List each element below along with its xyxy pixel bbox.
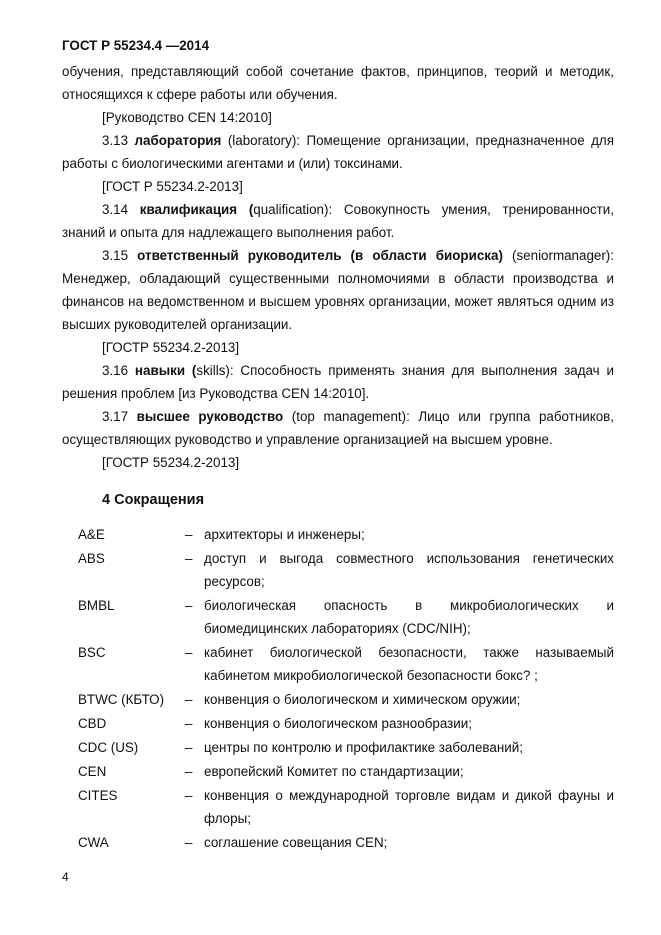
page-number: 4	[62, 870, 69, 884]
abbreviation-dash: –	[185, 740, 193, 755]
definition-3-13	[62, 129, 614, 175]
abbreviation-dash: –	[185, 645, 193, 660]
section-title: 4 Сокращения	[102, 492, 205, 508]
abbreviation-row	[78, 641, 614, 687]
document-header: ГОСТ Р 55234.4 —2014	[62, 38, 210, 53]
abbreviation-key: CEN	[78, 764, 107, 779]
definition-term: квалификация (	[139, 202, 254, 217]
abbreviation-key: BTWC (КБТО)	[78, 692, 165, 707]
abbreviation-definition: соглашение совещания CEN;	[204, 835, 388, 850]
definition-term: навыки (	[134, 363, 197, 378]
abbreviation-row	[78, 831, 614, 854]
document-body	[62, 60, 614, 855]
definition-number: 3.16	[102, 363, 129, 378]
definition-term: высшее руководство	[136, 409, 284, 424]
abbreviation-row	[78, 594, 614, 640]
definition-3-15-reference: [ГОСТР 55234.2-2013]	[102, 340, 240, 355]
intro-continuation: обучения, представляющий собой сочетание фактов, принципов, теорий и методик, относящихся к сфере работы или обучения.	[62, 64, 614, 102]
abbreviation-key: BSC	[78, 645, 106, 660]
abbreviation-definition: европейский Комитет по стандартизации;	[204, 764, 464, 779]
abbreviation-definition: кабинет биологической безопасности, также называемый кабинетом микробиологической безопасности бокс? ;	[204, 645, 614, 683]
abbreviation-definition: конвенция о биологическом и химическом оружии;	[204, 692, 521, 707]
abbreviation-row	[78, 760, 614, 783]
definition-text: qualification): Совокупность умения, тренированности, знаний и опыта для надлежащего выполнения работ.	[62, 202, 614, 240]
abbreviation-definition: архитекторы и инженеры;	[204, 527, 365, 542]
definition-number: 3.13	[102, 133, 129, 148]
abbreviation-definition: конвенция о биологическом разнообразии;	[204, 716, 472, 731]
abbreviation-key: CDC (US)	[78, 740, 139, 755]
abbreviation-row	[78, 688, 614, 711]
abbreviation-definition: доступ и выгода совместного использования генетических ресурсов;	[204, 551, 614, 589]
abbreviation-key: CWA	[78, 835, 109, 850]
definition-number: 3.14	[102, 202, 129, 217]
abbreviation-key: CBD	[78, 716, 107, 731]
abbreviation-dash: –	[185, 551, 193, 566]
definition-text: (top management): Лицо или группа работников, осуществляющих руководство и управление организацией на высшем уровне.	[62, 409, 614, 447]
abbreviation-dash: –	[185, 598, 193, 613]
definition-term: лаборатория	[134, 133, 222, 148]
abbreviation-row	[78, 784, 614, 830]
abbreviation-dash: –	[185, 716, 193, 731]
definition-number: 3.15	[102, 248, 129, 263]
abbreviation-dash: –	[185, 788, 193, 803]
definition-3-16	[62, 359, 614, 405]
intro-reference: [Руководство CEN 14:2010]	[102, 110, 272, 125]
definition-number: 3.17	[102, 409, 129, 424]
definition-3-13-reference: [ГОСТ Р 55234.2-2013]	[102, 179, 243, 194]
definition-3-15	[62, 244, 614, 336]
abbreviation-dash: –	[185, 692, 193, 707]
definition-3-14	[62, 198, 614, 244]
abbreviation-key: BMBL	[78, 598, 115, 613]
abbreviation-row	[78, 736, 614, 759]
abbreviation-definition: биологическая опасность в микробиологических и биомедицинских лабораториях (CDC/NIH);	[204, 598, 614, 636]
definition-text: (laboratory): Помещение организации, предназначенное для работы с биологическими агентами и (или) токсинами.	[62, 133, 614, 171]
abbreviation-definition: центры по контролю и профилактике заболеваний;	[204, 740, 523, 755]
definition-term: ответственный руководитель (в области биориска)	[137, 248, 503, 263]
definition-text: skills): Способность применять знания для выполнения задач и решения проблем [из Руководства CEN 14:2010].	[62, 363, 614, 401]
abbreviation-key: A&E	[78, 527, 105, 542]
abbreviation-key: ABS	[78, 551, 105, 566]
abbreviation-dash: –	[185, 835, 193, 850]
definition-text: (seniormanager): Менеджер, обладающий существенными полномочиями в области производства и финансов на ведомственном и высшем уровнях организации, может являться одним из высших руководителей организации.	[62, 248, 614, 332]
abbreviation-row	[78, 712, 614, 735]
abbreviation-dash: –	[185, 764, 193, 779]
abbreviation-row	[78, 547, 614, 593]
abbreviation-dash: –	[185, 527, 193, 542]
abbreviation-row	[78, 523, 614, 546]
abbreviation-key: CITES	[78, 788, 118, 803]
abbreviation-definition: конвенция о международной торговле видам и дикой фауны и флоры;	[204, 788, 614, 826]
abbreviation-list	[78, 523, 614, 854]
definition-3-17-reference: [ГОСТР 55234.2-2013]	[102, 455, 240, 470]
definition-3-17	[62, 405, 614, 451]
